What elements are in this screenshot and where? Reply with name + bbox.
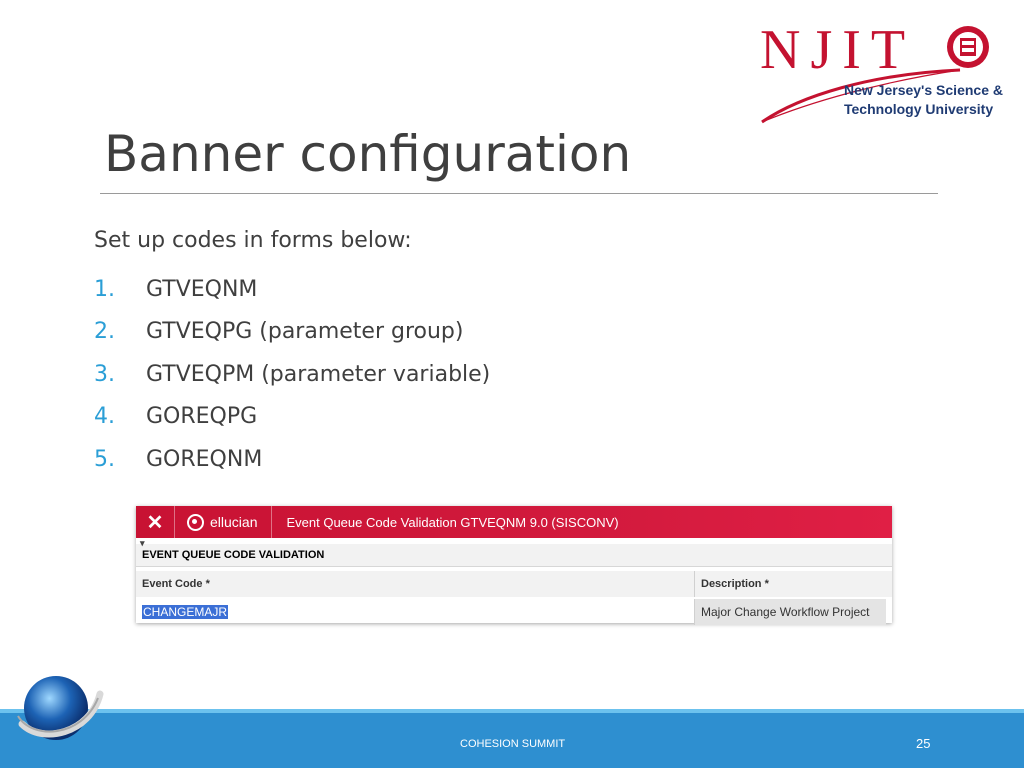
ellucian-logo-icon [187,514,204,531]
list-text: GOREQPG [146,404,258,430]
table-row[interactable] [136,599,892,625]
list-item [94,438,490,481]
njit-logo [760,19,1003,130]
column-header-description[interactable]: Description * [701,578,769,590]
list-text: GTVEQPG (parameter group) [146,319,464,345]
footer-text: COHESION SUMMIT [460,738,566,750]
list-number: 1. [94,276,115,302]
list-text: GTVEQPM (parameter variable) [146,361,491,387]
column-header-event-code[interactable]: Event Code * [136,571,695,597]
list-item [94,311,490,354]
close-button[interactable]: ✕ [136,506,175,538]
event-code-value: CHANGEMAJR [143,605,228,619]
logo-letters: NJIT [760,19,916,81]
section-title: EVENT QUEUE CODE VALIDATION [142,549,325,561]
logo-tagline-line2: Technology University [844,101,994,117]
list-text: GTVEQNM [146,276,258,302]
column-header-row [136,571,892,597]
list-number: 3. [94,361,115,387]
slide-title: Banner configuration [104,125,632,183]
description-field[interactable]: Major Change Workflow Project [695,599,886,625]
section-header[interactable] [136,538,892,567]
intro-text: Set up codes in forms below: [94,228,412,253]
list-item [94,396,490,439]
list-item [94,353,490,396]
globe-logo-icon [12,668,104,750]
brand-label: ellucian [210,514,258,530]
form-title-bar [136,506,892,538]
page-number: 25 [916,736,931,751]
ellucian-brand [175,506,272,538]
window-title: Event Queue Code Validation GTVEQNM 9.0 (SISCONV) [286,514,619,530]
form-list [94,268,490,481]
list-number: 4. [94,404,115,430]
title-divider [100,193,938,194]
banner-form-screenshot [136,506,892,623]
list-item [94,268,490,311]
collapse-marker-icon: ▾ [140,538,145,548]
list-text: GOREQNM [146,446,263,472]
list-number: 5. [94,446,115,472]
logo-tagline-line1: New Jersey's Science & [844,82,1003,98]
event-code-field[interactable] [136,599,695,625]
seal-icon [945,24,991,70]
list-number: 2. [94,319,115,345]
